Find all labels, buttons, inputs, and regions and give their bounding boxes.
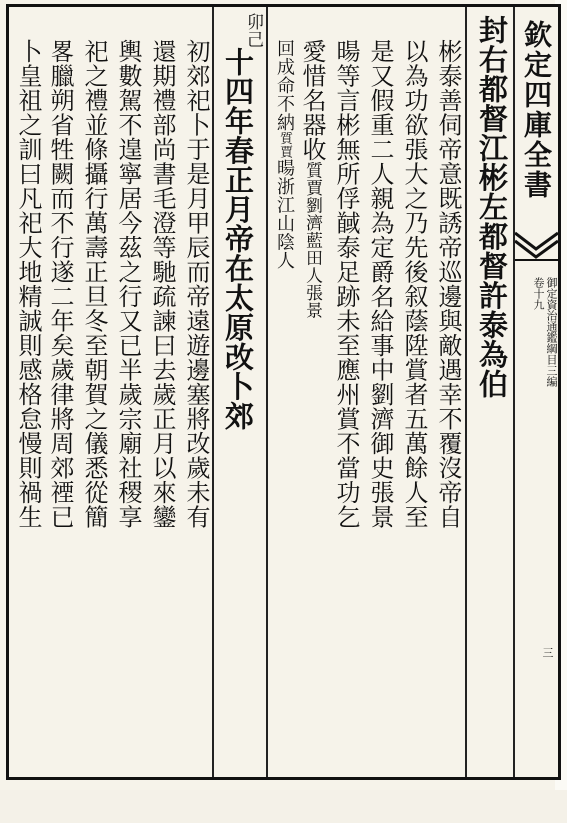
text-column: 畧臘朔省牲闕而不行遂二年矣歲律將周郊禋已 xyxy=(46,39,74,529)
year-cyclic-label: 卯己 xyxy=(243,13,263,48)
heading-text: 封右都督江彬左都督許泰為伯 xyxy=(475,15,509,399)
column-rule xyxy=(266,7,268,777)
column-rule xyxy=(465,7,467,777)
text-column: 祀之禮並條攝行萬壽正旦冬至朝賀之儀悉從簡 xyxy=(80,39,108,529)
text-column: 初郊祀卜于是月甲辰而帝遠遊邊塞將改歲未有 xyxy=(182,39,210,529)
page-number: 三 xyxy=(541,647,554,658)
text-column: 輿數駕不遑寧居今茲之行又已半歲宗廟社稷享 xyxy=(114,39,142,529)
text-column: 以為功欲張大之乃先後叙蔭陞賞者五萬餘人至 xyxy=(400,39,428,529)
text-column: 暘等言彬無所俘馘泰足跡未至應州賞不當功乞 xyxy=(332,39,360,529)
note-text: 質賈 xyxy=(277,131,292,159)
edge-band xyxy=(515,7,558,777)
book-title: 御定資治通鑑綱目三編 xyxy=(545,277,558,387)
annotation-text: 劉濟藍田人張景 xyxy=(302,196,322,319)
text-column: 彬泰善伺帝意既誘帝巡邊與敵遇幸不覆沒帝自 xyxy=(434,39,462,529)
annotation-text: 暘浙江山陰人 xyxy=(274,158,295,270)
text-frame xyxy=(6,4,561,780)
main-text: 愛惜名器收 xyxy=(298,39,326,162)
column-rule xyxy=(513,7,515,777)
text-column-annotation xyxy=(271,7,299,815)
book-title-and-volume xyxy=(515,277,558,537)
text-column: 是又假重二人親為定爵名給事中劉濟御史張景 xyxy=(366,39,394,529)
note-text: 質賈 xyxy=(302,161,322,197)
text-column: 卜皇祖之訓曰凡祀大地精誠則感格怠慢則禍生 xyxy=(14,39,42,529)
text-column: 還期禮部尚書毛澄等馳疏諫曰去歲正月以來鑾 xyxy=(148,39,176,529)
series-title: 欽定四庫全書 xyxy=(520,20,553,200)
heading-divination: 十四年春正月帝在太原改卜郊 xyxy=(221,47,255,431)
text-column-with-note xyxy=(299,7,327,815)
fish-tail-ornament-icon xyxy=(515,229,558,269)
volume-number: 卷十九 xyxy=(532,277,545,310)
main-text: 回成命不納 xyxy=(274,39,295,132)
heading-enfeoffment xyxy=(471,7,509,791)
column-rule xyxy=(212,7,214,777)
